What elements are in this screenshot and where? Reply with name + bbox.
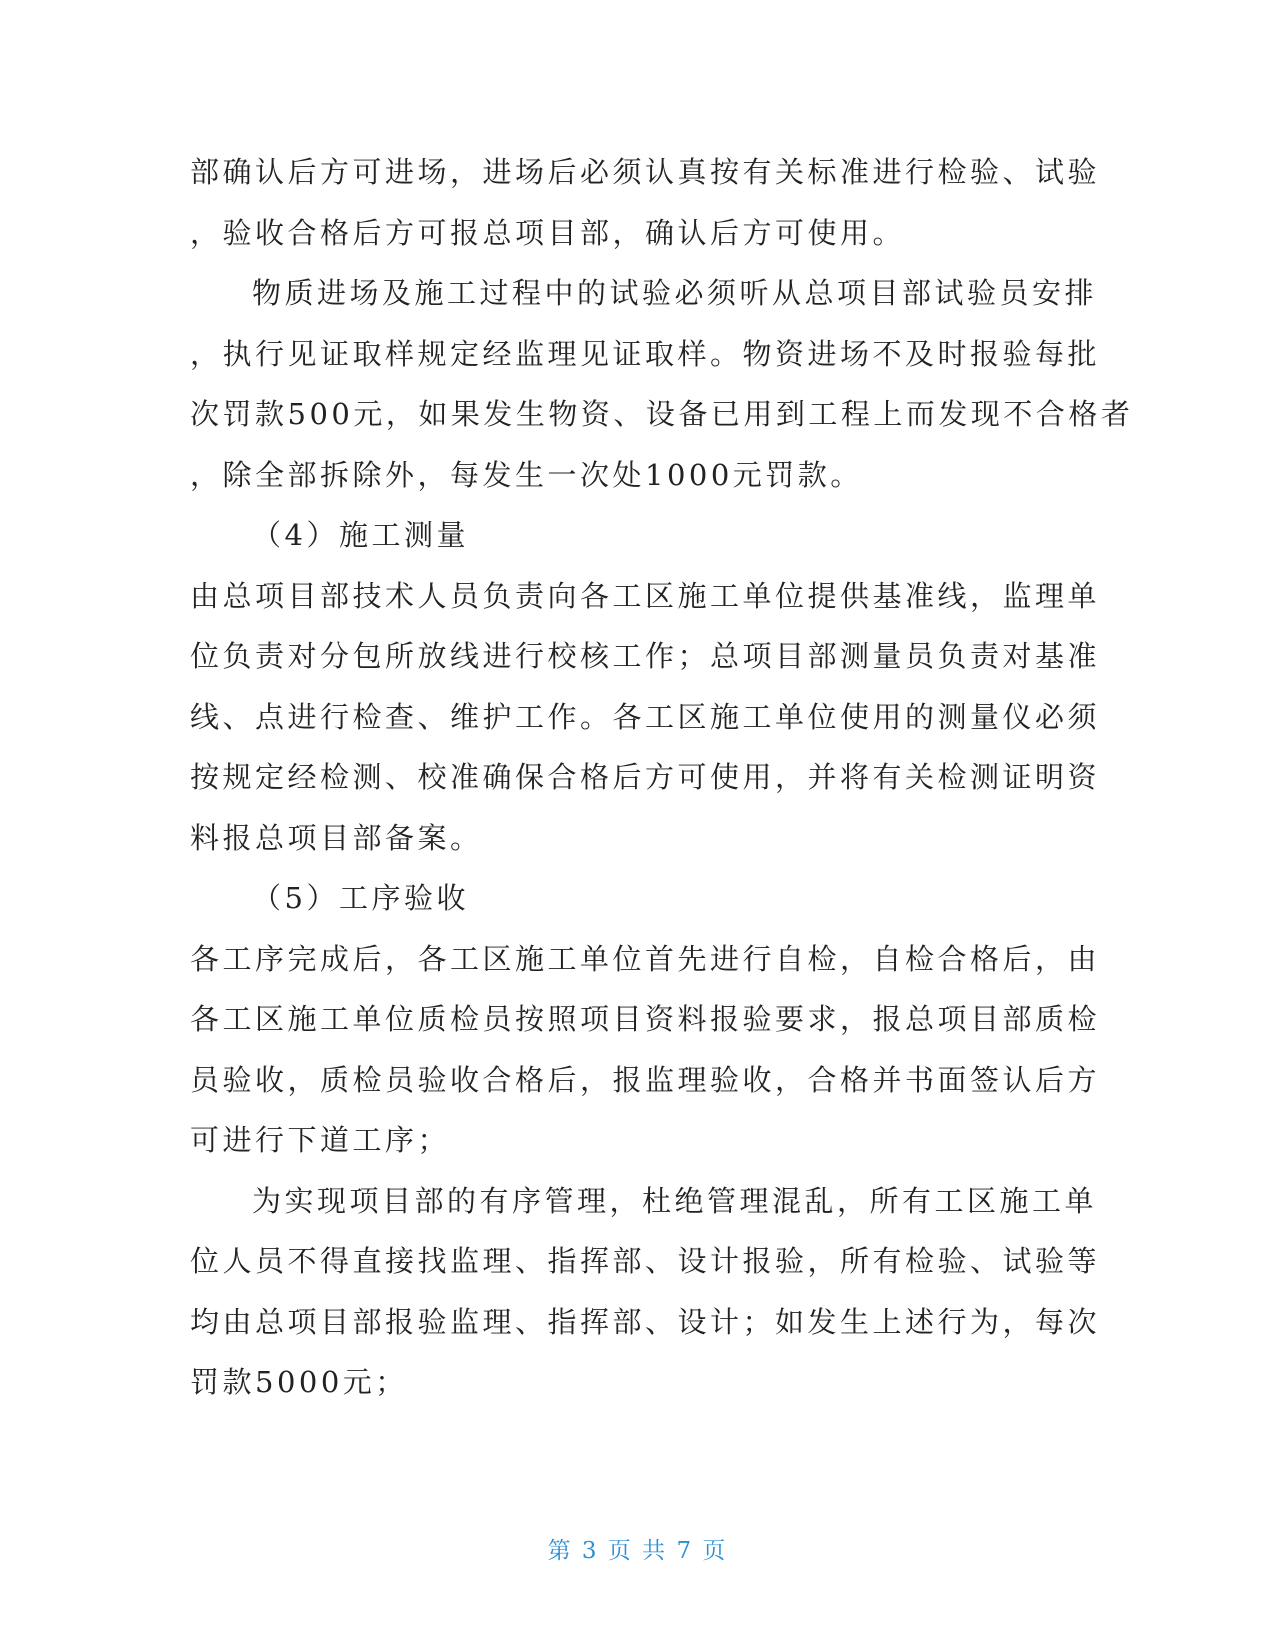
text-line: 次罚款500元，如果发生物资、设备已用到工程上而发现不合格者: [190, 397, 1134, 431]
text-line: 物质进场及施工过程中的试验必须听从总项目部试验员安排: [252, 276, 1098, 310]
text-line: 位人员不得直接找监理、指挥部、设计报验，所有检验、试验等: [190, 1244, 1101, 1278]
text-line: 均由总项目部报验监理、指挥部、设计；如发生上述行为，每次: [190, 1304, 1101, 1339]
text-line: ，验收合格后方可报总项目部，确认后方可使用。: [190, 215, 906, 250]
text-line: 为实现项目部的有序管理，杜绝管理混乱，所有工区施工单: [252, 1183, 1098, 1218]
text-line: 部确认后方可进场，进场后必须认真按有关标准进行检验、试验: [190, 155, 1101, 189]
text-line: 各工区施工单位质检员按照项目资料报验要求，报总项目部质检: [190, 1002, 1101, 1036]
page-number-footer: 第 3 页 共 7 页: [547, 1538, 728, 1564]
text-line: 罚款5000元；: [190, 1365, 408, 1399]
text-line: 按规定经检测、校准确保合格后方可使用，并将有关检测证明资: [190, 760, 1101, 794]
section-heading: （5）工序验收: [252, 881, 469, 915]
text-line: 各工序完成后，各工区施工单位首先进行自检，自检合格后，由: [190, 941, 1101, 976]
text-line: 由总项目部技术人员负责向各工区施工单位提供基准线，监理单: [190, 578, 1101, 613]
text-line: 位负责对分包所放线进行校核工作；总项目部测量员负责对基准: [190, 639, 1101, 673]
text-line: ，执行见证取样规定经监理见证取样。物资进场不及时报验每批: [190, 336, 1101, 371]
section-heading: （4）施工测量: [252, 518, 469, 552]
text-line: 线、点进行检查、维护工作。各工区施工单位使用的测量仪必须: [190, 699, 1101, 734]
document-body: [190, 142, 1134, 1413]
text-line: 可进行下道工序；: [190, 1123, 451, 1157]
text-line: ，除全部拆除外，每发生一次处1000元罚款。: [190, 457, 863, 492]
text-line: 料报总项目部备案。: [190, 820, 483, 855]
text-line: 员验收，质检员验收合格后，报监理验收，合格并书面签认后方: [190, 1062, 1101, 1097]
